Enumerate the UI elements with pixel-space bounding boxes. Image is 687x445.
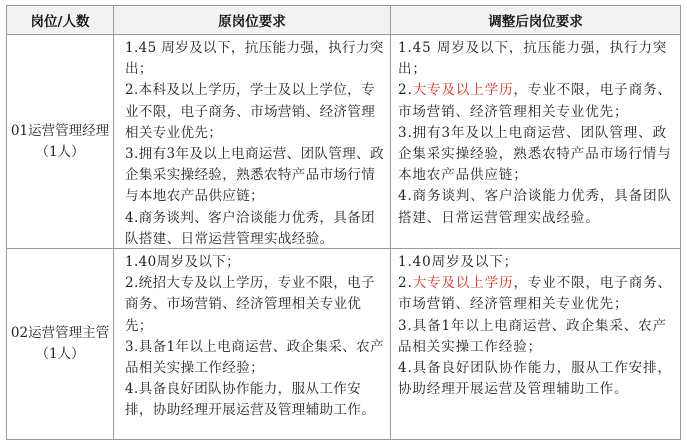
requirement-item <box>398 273 676 315</box>
original-requirements-cell <box>114 35 391 248</box>
requirement-rest: ，专业不限，电子商务、市场营销、经济管理相关专业优先； <box>398 82 672 120</box>
table-row <box>7 249 680 439</box>
requirement-rest: ，专业不限，电子商务、市场营销、经济管理相关专业优先； <box>398 275 672 313</box>
adjusted-requirements-cell <box>391 249 680 439</box>
requirement-item: 3.具备1年以上电商运营、政企集采、农产品相关实操工作经验； <box>125 338 384 377</box>
requirement-item: 1.40周岁及以下； <box>125 254 241 270</box>
table-header-row <box>7 6 680 35</box>
position-title: 02运营管理主管 <box>10 325 110 341</box>
requirement-item: 4.商务谈判、客户洽谈能力优秀，具备团队搭建、日常运营管理实战经验。 <box>125 209 375 247</box>
requirement-item: 2.本科及以上学历，学士及以上学位，专业不限，电子商务、市场营销、经济管理相关专业优先； <box>125 82 376 141</box>
position-cell <box>7 35 114 248</box>
position-cell <box>7 249 114 439</box>
position-title: 01运营管理经理 <box>10 122 110 139</box>
requirement-item: 3.拥有3年及以上电商运营、团队管理、政企集采实操经验，熟悉农特产品市场行情与本地农产品供应链； <box>398 124 672 184</box>
requirement-item: 1.45 周岁及以下，抗压能力强，执行力突出； <box>398 40 668 78</box>
original-requirements-cell <box>114 249 391 439</box>
position-count: （1人） <box>35 346 85 362</box>
position-count: （1人） <box>35 143 85 160</box>
adjusted-requirements-cell <box>391 35 680 248</box>
requirement-item: 1.40周岁及以下； <box>398 254 519 270</box>
header-original: 原岗位要求 <box>114 6 391 34</box>
item-number: 2. <box>398 82 413 99</box>
requirement-item <box>398 80 676 122</box>
requirement-item: 4.具备良好团队协作能力，服从工作安排，协助经理开展运营及管理辅助工作。 <box>398 360 672 398</box>
requirement-item: 1.45 周岁及以下，抗压能力强，执行力突出； <box>125 40 384 78</box>
header-adjusted: 调整后岗位要求 <box>488 14 583 30</box>
changed-education-text: 大专及以上学历 <box>412 275 514 292</box>
requirement-item: 2.统招大专及以上学历，专业不限，电子商务、市场营销、经济管理相关专业优先； <box>125 275 375 334</box>
requirement-item: 3.具备1年以上电商运营、政企集采、农产品相关实操工作经验； <box>398 317 667 355</box>
requirement-item: 4.商务谈判、客户洽谈能力优秀，具备团队搭建、日常运营管理实战经验。 <box>398 188 672 226</box>
changed-education-text: 大专及以上学历 <box>412 82 514 99</box>
requirement-item: 4.具备良好团队协作能力，服从工作安排，协助经理开展运营及管理辅助工作。 <box>125 381 376 419</box>
requirement-item: 3.拥有3年及以上电商运营、团队管理、政企集采实操经验，熟悉农特产品市场行情与本地农产品供应链； <box>125 146 384 205</box>
item-number: 2. <box>398 275 413 292</box>
header-position: 岗位/人数 <box>7 6 114 34</box>
table-row <box>7 35 680 249</box>
requirements-table <box>6 5 681 440</box>
